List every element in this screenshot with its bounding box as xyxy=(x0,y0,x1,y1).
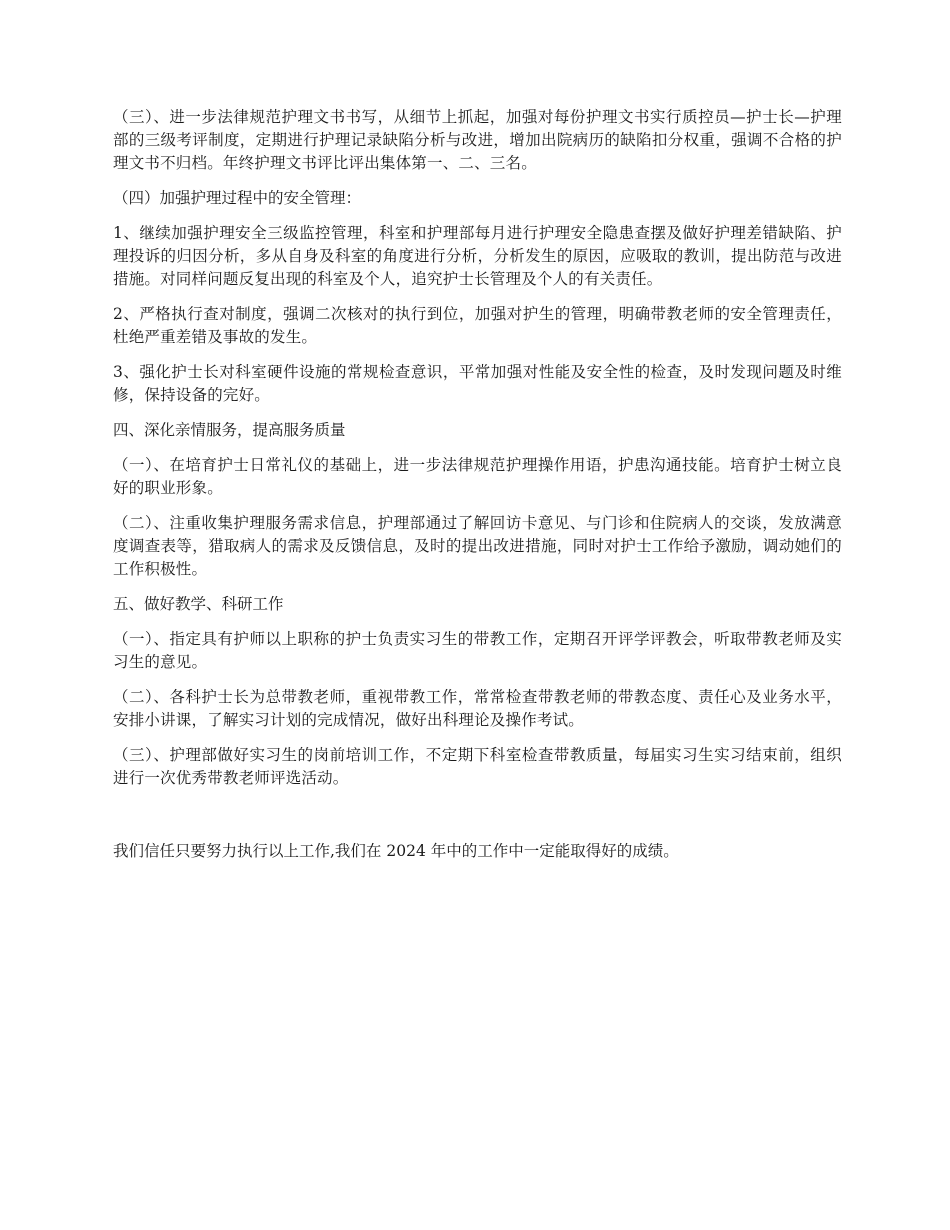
paragraph-documentation-control: （三）、进一步法律规范护理文书书写，从细节上抓起，加强对每份护理文书实行质控员—护士长—护理部的三级考评制度，定期进行护理记录缺陷分析与改进，增加出院病历的缺陷扣分权重，强调不合格的护理文书不归档。年终护理文书评比评出集体第一、二、三名。 xyxy=(113,108,842,172)
heading-teaching-research: 五、做好教学、科研工作 xyxy=(113,595,284,613)
paragraph-feedback-collection: （二）、注重收集护理服务需求信息，护理部通过了解回访卡意见、与门诊和住院病人的交谈，发放满意度调查表等，猎取病人的需求及反馈信息，及时的提出改进措施，同时对护士工作给予激励，调动她们的工作积极性。 xyxy=(113,514,842,578)
paragraph-pre-job-training: （三）、护理部做好实习生的岗前培训工作，不定期下科室检查带教质量，每届实习生实习结束前，组织进行一次优秀带教老师评选活动。 xyxy=(113,746,842,787)
paragraph-head-nurse-teaching: （二）、各科护士长为总带教老师，重视带教工作，常常检查带教老师的带教态度、责任心及业务水平，安排小讲课，了解实习计划的完成情况，做好出科理论及操作考试。 xyxy=(113,688,842,729)
section-spacer xyxy=(113,802,842,840)
paragraph-etiquette-training: （一）、在培育护士日常礼仪的基础上，进一步法律规范护理操作用语，护患沟通技能。培育护士树立良好的职业形象。 xyxy=(113,456,842,497)
paragraph-verification-system: 2、严格执行查对制度，强调二次核对的执行到位，加强对护生的管理，明确带教老师的安全管理责任，杜绝严重差错及事故的发生。 xyxy=(113,305,842,346)
closing-statement: 我们信任只要努力执行以上工作,我们在 2024 年中的工作中一定能取得好的成绩。 xyxy=(113,842,679,860)
paragraph-intern-supervision: （一）、指定具有护师以上职称的护士负责实习生的带教工作，定期召开评学评教会，听取带教老师及实习生的意见。 xyxy=(113,630,842,671)
paragraph-equipment-inspection: 3、强化护士长对科室硬件设施的常规检查意识，平常加强对性能及安全性的检查，及时发现问题及时维修，保持设备的完好。 xyxy=(113,363,842,404)
heading-service-quality: 四、深化亲情服务，提高服务质量 xyxy=(113,421,346,439)
paragraph-safety-monitoring: 1、继续加强护理安全三级监控管理，科室和护理部每月进行护理安全隐患查摆及做好护理差错缺陷、护理投诉的归因分析，多从自身及科室的角度进行分析，分析发生的原因，应吸取的教训，提出防范与改进措施。对同样问题反复出现的科室及个人，追究护士长管理及个人的有关责任。 xyxy=(113,224,842,288)
heading-safety-management: （四）加强护理过程中的安全管理： xyxy=(113,189,362,207)
